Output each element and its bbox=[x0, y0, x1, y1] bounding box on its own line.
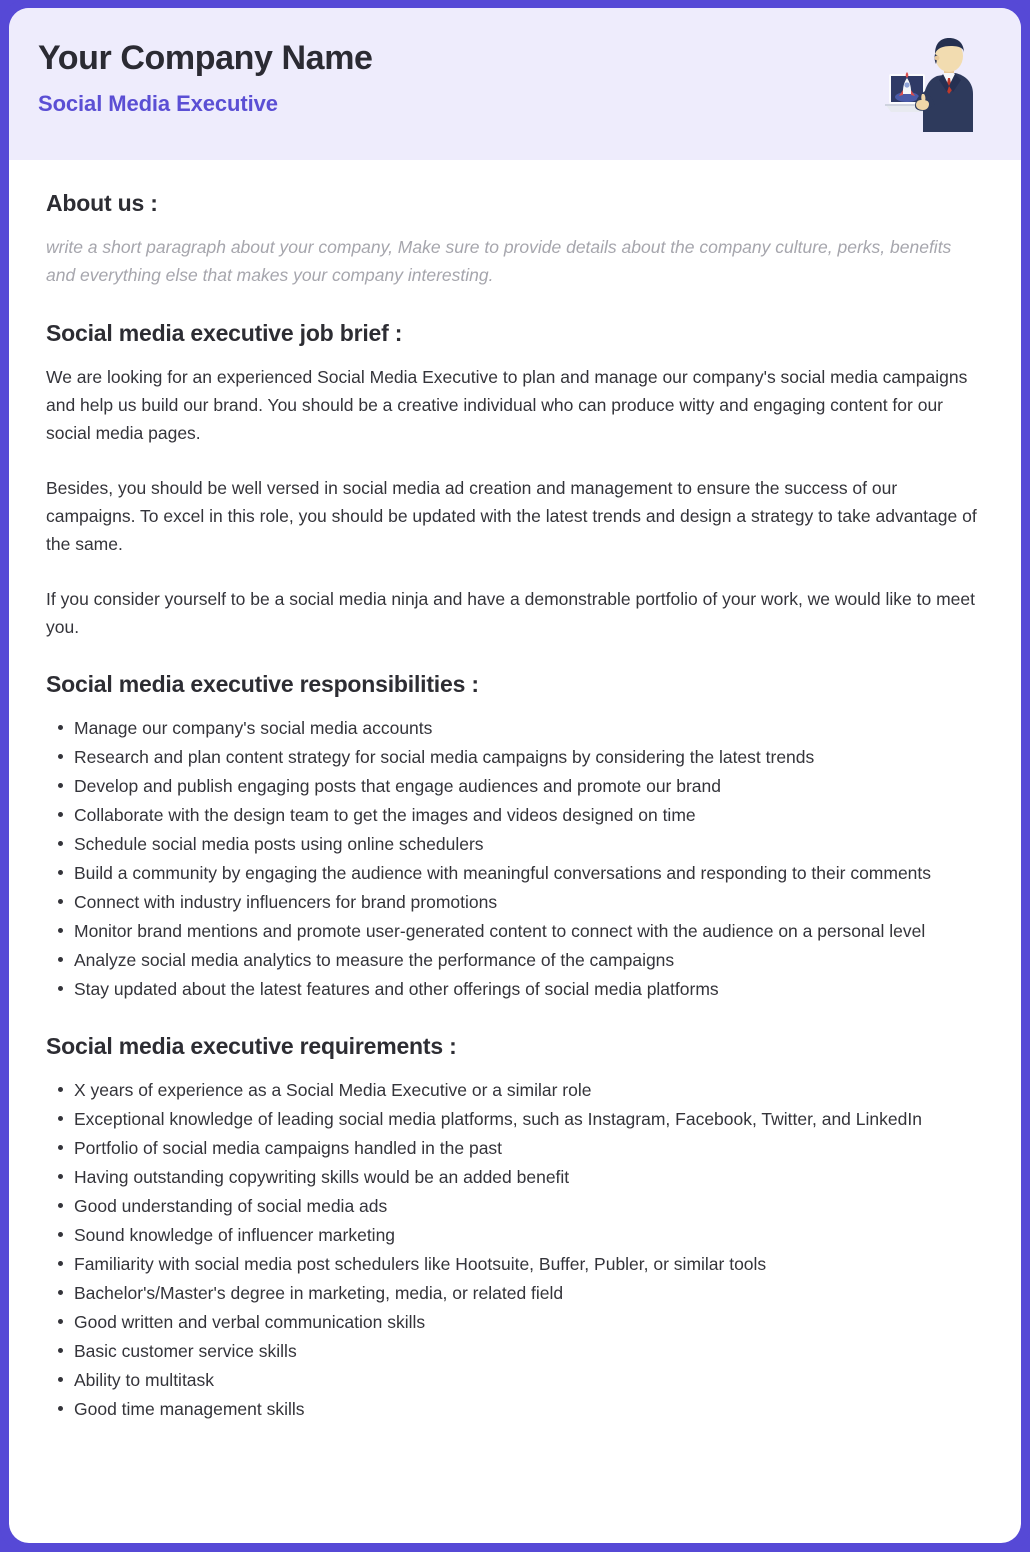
header-text-block bbox=[38, 34, 373, 117]
list-item: Sound knowledge of influencer marketing bbox=[46, 1221, 983, 1249]
list-item: Familiarity with social media post schedulers like Hootsuite, Buffer, Publer, or similar tools bbox=[46, 1250, 983, 1278]
requirements-heading: Social media executive requirements : bbox=[46, 1033, 457, 1060]
job-brief-paragraph: We are looking for an experienced Social Media Executive to plan and manage our company's social media campaigns and help us build our brand. You should be a creative individual who can produce witty and engaging content for our social media pages. bbox=[46, 366, 968, 444]
list-item: Ability to multitask bbox=[46, 1366, 983, 1394]
document-body bbox=[9, 160, 1021, 1543]
list-item: Schedule social media posts using online schedulers bbox=[46, 830, 983, 858]
about-us-placeholder: write a short paragraph about your company, Make sure to provide details about the company culture, perks, benefits and everything else that makes your company interesting. bbox=[46, 237, 952, 286]
company-name: Your Company Name bbox=[38, 39, 373, 77]
job-brief-heading: Social media executive job brief : bbox=[46, 319, 403, 346]
businessman-with-laptop-icon bbox=[877, 34, 981, 138]
responsibilities-section bbox=[46, 714, 983, 1003]
list-item: Basic customer service skills bbox=[46, 1337, 983, 1365]
list-item: Research and plan content strategy for social media campaigns by considering the latest trends bbox=[46, 743, 983, 771]
list-item: Build a community by engaging the audience with meaningful conversations and responding to their comments bbox=[46, 859, 983, 887]
job-brief-paragraph: If you consider yourself to be a social media ninja and have a demonstrable portfolio of your work, we would like to meet you. bbox=[46, 588, 975, 638]
list-item: Monitor brand mentions and promote user-generated content to connect with the audience on a personal level bbox=[46, 917, 983, 945]
list-item: Manage our company's social media accounts bbox=[46, 714, 983, 742]
list-item: Having outstanding copywriting skills would be an added benefit bbox=[46, 1163, 983, 1191]
list-item: Good written and verbal communication skills bbox=[46, 1308, 983, 1336]
responsibilities-list bbox=[46, 714, 983, 1003]
list-item: Portfolio of social media campaigns handled in the past bbox=[46, 1134, 983, 1162]
about-us-heading: About us : bbox=[46, 190, 158, 216]
list-item: Bachelor's/Master's degree in marketing, media, or related field bbox=[46, 1279, 983, 1307]
list-item: Connect with industry influencers for brand promotions bbox=[46, 888, 983, 916]
list-item: X years of experience as a Social Media Executive or a similar role bbox=[46, 1076, 983, 1104]
list-item: Good understanding of social media ads bbox=[46, 1192, 983, 1220]
requirements-section bbox=[46, 1076, 983, 1423]
job-title: Social Media Executive bbox=[38, 90, 278, 116]
list-item: Stay updated about the latest features and other offerings of social media platforms bbox=[46, 975, 983, 1003]
list-item: Collaborate with the design team to get the images and videos designed on time bbox=[46, 801, 983, 829]
job-description-card bbox=[9, 8, 1021, 1543]
responsibilities-heading: Social media executive responsibilities : bbox=[46, 671, 479, 698]
list-item: Develop and publish engaging posts that engage audiences and promote our brand bbox=[46, 772, 983, 800]
list-item: Analyze social media analytics to measure the performance of the campaigns bbox=[46, 946, 983, 974]
list-item: Good time management skills bbox=[46, 1395, 983, 1423]
document-header bbox=[9, 8, 1021, 160]
job-brief-paragraph: Besides, you should be well versed in social media ad creation and management to ensure the success of our campaigns. To excel in this role, you should be updated with the latest trends and design a strategy to take advantage of the same. bbox=[46, 477, 977, 555]
list-item: Exceptional knowledge of leading social media platforms, such as Instagram, Facebook, Twitter, and LinkedIn bbox=[46, 1105, 983, 1133]
requirements-list bbox=[46, 1076, 983, 1423]
